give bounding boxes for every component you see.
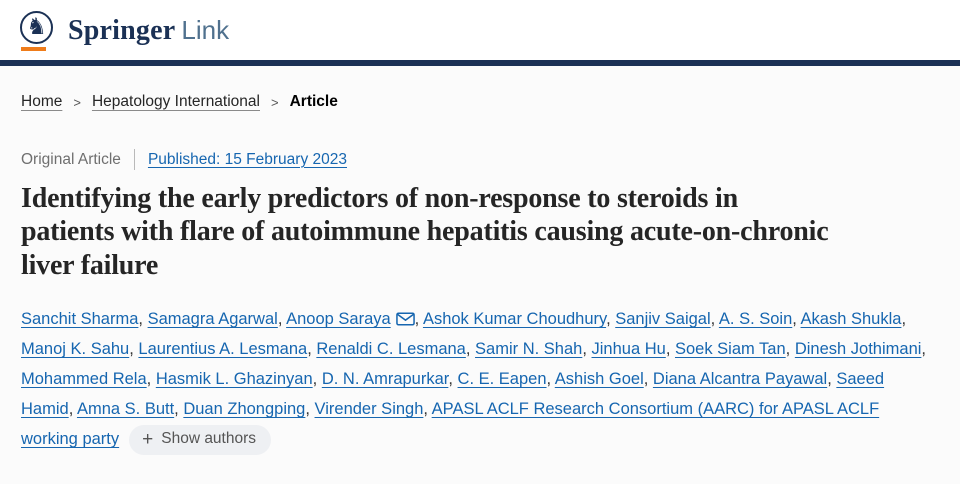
author-separator: ,: [138, 309, 148, 328]
author-link[interactable]: D. N. Amrapurkar: [321, 369, 449, 388]
author-separator: ,: [606, 309, 616, 328]
author-separator: ,: [582, 339, 592, 358]
logo-text-link: Link: [181, 15, 230, 45]
author-separator: ,: [921, 339, 926, 358]
author-separator: ,: [277, 309, 287, 328]
author-link[interactable]: Renaldi C. Lesmana: [316, 339, 466, 358]
author-link[interactable]: Samir N. Shah: [475, 339, 583, 358]
breadcrumb-separator: >: [73, 94, 81, 110]
author-link[interactable]: A. S. Soin: [718, 309, 793, 328]
author-link[interactable]: Virender Singh: [314, 399, 424, 418]
author-link[interactable]: Saeed Hamid: [21, 369, 885, 418]
springer-horse-icon: ♞: [20, 9, 58, 51]
author-link[interactable]: Sanchit Sharma: [21, 309, 139, 328]
author-separator: ,: [146, 369, 156, 388]
author-separator: ,: [785, 339, 795, 358]
email-icon[interactable]: [391, 310, 415, 328]
author-separator: ,: [129, 339, 139, 358]
plus-icon: +: [142, 428, 154, 450]
article-page: [0, 66, 960, 484]
author-link[interactable]: Hasmik L. Ghazinyan: [155, 369, 313, 388]
author-link[interactable]: APASL ACLF Research Consortium (AARC) for APASL ACLF working party: [21, 399, 880, 448]
author-separator: ,: [710, 309, 719, 328]
author-link[interactable]: C. E. Eapen: [457, 369, 547, 388]
springer-link-logo[interactable]: [20, 9, 229, 51]
author-link[interactable]: Soek Siam Tan: [674, 339, 786, 358]
author-separator: ,: [174, 399, 184, 418]
author-separator: ,: [546, 369, 555, 388]
author-separator: ,: [312, 369, 322, 388]
author-link[interactable]: Ashok Kumar Choudhury: [422, 309, 607, 328]
author-link[interactable]: Jinhua Hu: [591, 339, 666, 358]
author-separator: ,: [448, 369, 458, 388]
author-separator: ,: [307, 339, 317, 358]
author-separator: ,: [414, 309, 423, 328]
breadcrumb-link[interactable]: Hepatology International: [91, 93, 260, 110]
author-link[interactable]: Duan Zhongping: [183, 399, 306, 418]
show-authors-label: Show authors: [161, 430, 257, 448]
logo-text-springer: Springer: [68, 15, 176, 46]
author-separator: ,: [792, 309, 801, 328]
author-link[interactable]: Sanjiv Saigal: [615, 309, 711, 328]
author-separator: ,: [68, 399, 77, 418]
published-date-link[interactable]: Published: 15 February 2023: [147, 150, 347, 168]
author-separator: ,: [465, 339, 476, 358]
logo-orange-underline: [21, 47, 46, 51]
article-title: Identifying the early predictors of non-response to steroids in patients with flare of autoimmune hepatitis causing acute-on-chronic liver failure: [21, 183, 829, 281]
breadcrumb-link[interactable]: Home: [21, 93, 63, 110]
author-link[interactable]: Anoop Saraya: [286, 309, 391, 328]
breadcrumb: [21, 93, 939, 111]
breadcrumb-current: Article: [289, 93, 338, 110]
author-link[interactable]: Diana Alcantra Payawal: [652, 369, 828, 388]
author-separator: ,: [305, 399, 315, 418]
author-link[interactable]: Laurentius A. Lesmana: [138, 339, 308, 358]
article-type-label: Original Article: [21, 150, 121, 168]
show-authors-button[interactable]: [129, 425, 271, 455]
author-link[interactable]: Samagra Agarwal: [147, 309, 278, 328]
author-link[interactable]: Manoj K. Sahu: [21, 339, 130, 358]
author-separator: ,: [665, 339, 675, 358]
author-link[interactable]: Mohammed Rela: [21, 369, 147, 388]
breadcrumb-separator: >: [271, 94, 279, 110]
author-separator: ,: [901, 309, 907, 328]
author-link[interactable]: Dinesh Jothimani: [794, 339, 922, 358]
authors-paragraph: [21, 304, 939, 455]
author-separator: ,: [643, 369, 653, 388]
author-separator: ,: [827, 369, 837, 388]
author-link[interactable]: Ashish Goel: [554, 369, 644, 388]
author-link[interactable]: Amna S. Butt: [76, 399, 175, 418]
site-header: [0, 0, 960, 60]
meta-divider: [134, 149, 135, 170]
author-link[interactable]: Akash Shukla: [800, 309, 902, 328]
article-meta: [21, 149, 939, 170]
author-separator: ,: [423, 399, 432, 418]
